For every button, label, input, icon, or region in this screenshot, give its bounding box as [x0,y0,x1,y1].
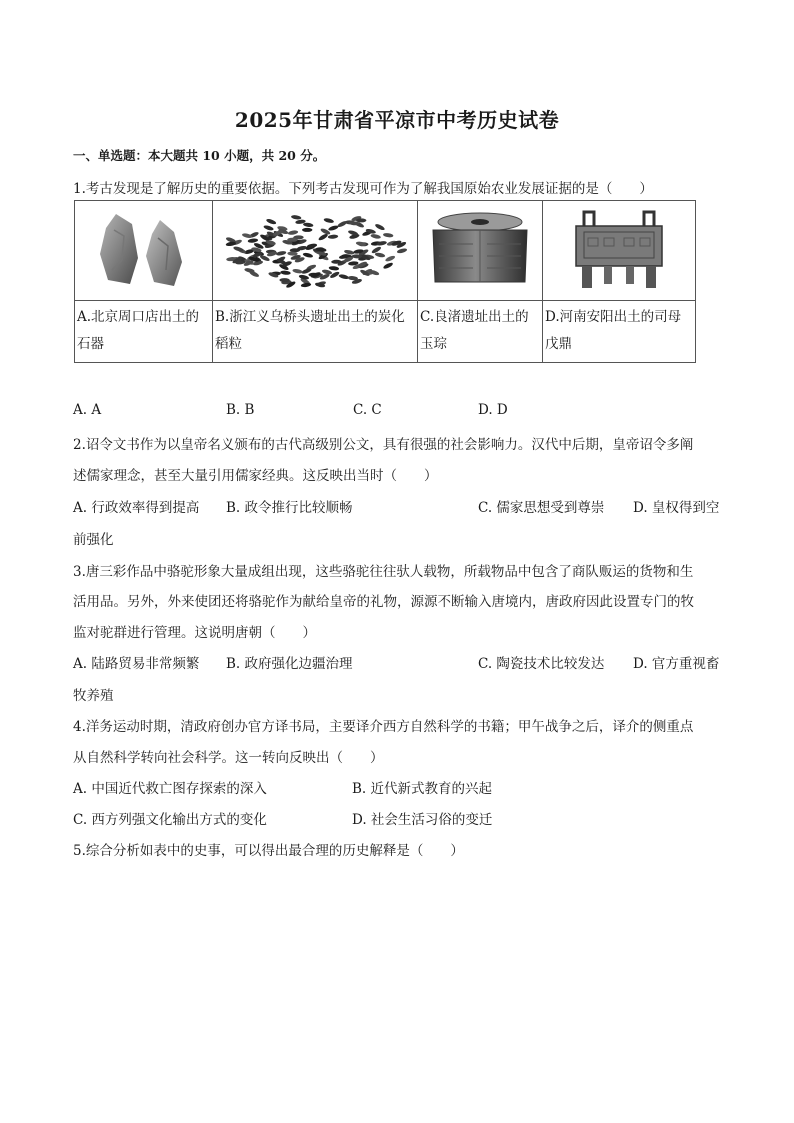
question-5-stem: 5.综合分析如表中的史事，可以得出最合理的历史解释是（ ） [73,843,464,859]
rice-grain [370,234,381,240]
image-cell-c [418,201,543,301]
rice-grain [328,235,339,240]
rice-grain [338,274,349,280]
question-1-image-table [74,200,696,363]
q2-option-d[interactable]: D. 皇权得到空 [633,500,720,516]
rice-grain [292,269,303,275]
rice-grain [263,225,274,232]
q1-option-c[interactable]: C. C [353,402,382,418]
rice-grain [302,252,313,258]
question-1-stem: 1.考古发现是了解历史的重要依据。下列考古发现可作为了解我国原始农业发展证据的是（ ） [73,181,653,197]
rice-grain [288,230,299,236]
section-heading: 一、单选题：本大题共 10 小题，共 20 分。 [73,148,326,163]
rice-grain [279,278,289,282]
question-2-line-1: 2.诏令文书作为以皇帝名义颁布的古代高级别公文，具有很强的社会影响力。汉代中后期，皇帝诏令多阐 [73,437,694,453]
rice-grain [329,266,340,271]
rice-grain [356,219,366,223]
q4-option-a[interactable]: A. 中国近代救亡图存探索的深入 [73,781,267,797]
q2-option-c[interactable]: C. 儒家思想受到尊崇 [478,500,605,516]
question-3-line-2: 活用品。另外，外来使团还将骆驼作为献给皇帝的礼物，源源不断输入唐境内，唐政府因此设置专门的牧 [73,594,694,610]
jade-cong-icon [425,208,535,292]
q3-option-d[interactable]: D. 官方重视畜 [633,656,720,672]
q2-option-a[interactable]: A. 行政效率得到提高 [73,500,200,516]
image-cell-b [213,201,418,301]
question-4-line-1: 4.洋务运动时期，清政府创办官方译书局，主要译介西方自然科学的书籍；甲午战争之后，译介的侧重点 [73,719,694,735]
option-a-caption: A.北京周口店出土的石器 [75,300,213,362]
rice-grain [328,225,339,232]
option-c-caption: C.良渚遗址出土的玉琮 [418,300,543,362]
rice-grain [247,238,258,243]
question-3-line-1: 3.唐三彩作品中骆驼形象大量成组出现，这些骆驼往往驮人载物，所载物品中包含了商队贩运的货物和生 [73,564,694,580]
rice-grain [323,218,334,224]
rice-grain [242,233,253,239]
stone-tools-icon [94,210,194,290]
q3-option-b[interactable]: B. 政府强化边疆治理 [226,656,353,672]
question-4-line-2: 从自然科学转向社会科学。这一转向反映出（ ） [73,750,384,766]
image-cell-a [75,201,213,301]
q1-option-b[interactable]: B. B [226,402,255,418]
rice-grain [383,233,394,238]
rice-grain [396,248,407,255]
page-title: 2025年甘肃省平凉市中考历史试卷 [234,108,560,132]
rice-grain [376,241,387,247]
rice-grain [291,215,302,221]
image-cell-d [543,201,696,301]
q4-option-b[interactable]: B. 近代新式教育的兴起 [352,781,493,797]
q1-option-a[interactable]: A. A [73,402,102,418]
rice-grain [374,252,385,258]
q2-option-d-continued: 前强化 [73,532,114,548]
rice-grain [383,262,394,270]
rice-grain [280,270,291,275]
option-d-caption: D.河南安阳出土的司母戊鼎 [543,300,696,362]
question-3-line-3: 监对驼群进行管理。这说明唐朝（ ） [73,625,316,641]
q3-option-c[interactable]: C. 陶瓷技术比较发达 [478,656,605,672]
rice-grain [276,251,287,257]
q3-option-a[interactable]: A. 陆路贸易非常频繁 [73,656,200,672]
rice-grain [303,222,314,227]
rice-grain [374,223,385,231]
q3-option-d-continued: 牧养殖 [73,688,114,704]
rice-grain [302,228,312,232]
q4-option-c[interactable]: C. 西方列强文化输出方式的变化 [73,812,267,828]
q1-option-d[interactable]: D. D [478,402,508,418]
rice-grain [266,218,277,225]
rice-grains-icon [220,208,410,292]
rice-grain [385,255,396,263]
q4-option-d[interactable]: D. 社会生活习俗的变迁 [352,812,493,828]
bronze-ding-icon [564,208,674,292]
option-b-caption: B.浙江义乌桥头遗址出土的炭化稻粒 [213,300,418,362]
question-2-line-2: 述儒家理念，甚至大量引用儒家经典。这反映出当时（ ） [73,468,438,484]
q2-option-b[interactable]: B. 政令推行比较顺畅 [226,500,353,516]
